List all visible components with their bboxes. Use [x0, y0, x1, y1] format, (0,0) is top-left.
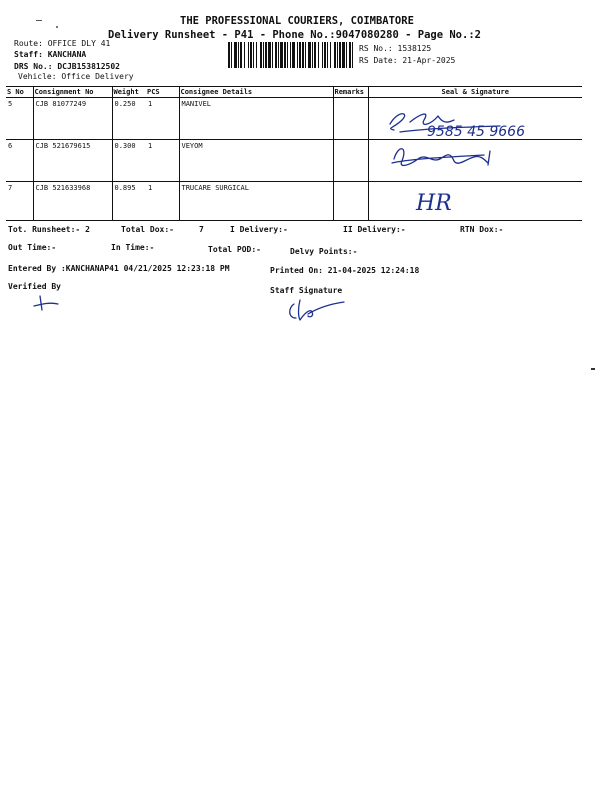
cell-consignee: VEYOM: [179, 140, 333, 182]
col-header-consignee: Consignee Details: [179, 87, 333, 98]
cell-pcs: 1: [146, 182, 179, 221]
scan-speck: [591, 368, 595, 370]
barcode-bar: [272, 42, 273, 68]
barcode-bar: [318, 42, 319, 68]
staff-signature-label: Staff Signature: [270, 286, 343, 295]
col-header-weight: Weight: [112, 87, 146, 98]
col-header-signature: Seal & Signature: [368, 87, 582, 98]
handwritten-signature-row7: [412, 186, 472, 218]
barcode-bar: [297, 42, 298, 68]
cell-weight: 0.250: [112, 98, 146, 140]
barcode-bar: [284, 42, 286, 68]
barcode-bar: [290, 42, 291, 68]
barcode-bar: [312, 42, 313, 68]
barcode-bar: [342, 42, 345, 68]
barcode-bar: [327, 42, 328, 68]
col-header-consignment: Consignment No: [33, 87, 112, 98]
in-time: In Time:-: [111, 243, 155, 252]
barcode-bar: [339, 42, 341, 68]
barcode-bar: [278, 42, 279, 68]
barcode-bar: [256, 42, 257, 68]
scan-speck: [56, 26, 58, 28]
cell-remarks: [333, 182, 368, 221]
ii-delivery: II Delivery:-: [343, 225, 406, 234]
cell-consignment: CJB 521679615: [33, 140, 112, 182]
cell-consignment: CJB 521633968: [33, 182, 112, 221]
barcode-bar: [260, 42, 262, 68]
cell-remarks: [333, 140, 368, 182]
barcode-bar: [308, 42, 311, 68]
i-delivery: I Delivery:-: [230, 225, 288, 234]
verified-by-signature: [32, 294, 62, 314]
table-row: [6, 182, 582, 221]
handwritten-signature-row5: [380, 102, 555, 142]
cell-weight: 0.300: [112, 140, 146, 182]
total-dox-label: Total Dox:-: [121, 225, 174, 234]
drs-number: DRS No.: DCJB153812502: [14, 62, 120, 71]
cell-pcs: 1: [146, 98, 179, 140]
barcode-bar: [265, 42, 267, 68]
col-header-sno: S No: [6, 87, 33, 98]
cell-weight: 0.895: [112, 182, 146, 221]
staff-signature-mark: [284, 296, 348, 324]
barcode-bar: [334, 42, 336, 68]
barcode-bar: [314, 42, 316, 68]
cell-sno: 7: [6, 182, 33, 221]
cell-sno: 5: [6, 98, 33, 140]
entered-by: Entered By :KANCHANAP41 04/21/2025 12:23:18 PM: [8, 264, 230, 273]
barcode-bar: [231, 42, 232, 68]
barcode-bar: [324, 42, 326, 68]
cell-consignment: CJB 81077249: [33, 98, 112, 140]
total-dox-value: 7: [199, 225, 204, 234]
rtn-dox: RTN Dox:-: [460, 225, 504, 234]
scan-speck: [36, 20, 42, 21]
barcode-bar: [337, 42, 338, 68]
barcode-bar: [349, 42, 351, 68]
barcode-bar: [302, 42, 304, 68]
runsheet-subtitle: Delivery Runsheet - P41 - Phone No.:9047080280 - Page No.:2: [108, 29, 481, 41]
company-title: THE PROFESSIONAL COURIERS, COIMBATORE: [180, 15, 414, 27]
barcode-bar: [299, 42, 301, 68]
barcode-bar: [238, 42, 239, 68]
tot-runsheet: Tot. Runsheet:- 2: [8, 225, 90, 234]
barcode-bar: [268, 42, 271, 68]
barcode-bar: [322, 42, 323, 68]
total-pod: Total POD:-: [208, 245, 261, 254]
barcode-bar: [292, 42, 295, 68]
col-header-pcs: PCS: [146, 87, 179, 98]
handwritten-phone: 9585 45 9666: [427, 124, 525, 140]
barcode-bar: [352, 42, 353, 68]
barcode-bar: [228, 42, 230, 68]
barcode-bar: [240, 42, 242, 68]
cell-remarks: [333, 98, 368, 140]
barcode-image: [228, 42, 354, 68]
printed-on: Printed On: 21-04-2025 12:24:18: [270, 266, 420, 275]
cell-consignee: MANIVEL: [179, 98, 333, 140]
staff-label: Staff: KANCHANA: [14, 50, 87, 59]
table-header-row: [6, 87, 582, 98]
barcode-bar: [346, 42, 347, 68]
barcode-bar: [280, 42, 283, 68]
col-header-remarks: Remarks: [333, 87, 368, 98]
barcode-bar: [234, 42, 237, 68]
barcode-bar: [253, 42, 254, 68]
rs-date: RS Date: 21-Apr-2025: [359, 56, 456, 65]
handwritten-signature-row6: [388, 141, 498, 173]
cell-pcs: 1: [146, 140, 179, 182]
verified-by-label: Verified By: [8, 282, 61, 291]
barcode-bar: [287, 42, 288, 68]
barcode-bar: [244, 42, 245, 68]
cell-signature: [368, 182, 582, 221]
barcode-bar: [248, 42, 249, 68]
handwritten-initials: HR: [416, 191, 452, 216]
barcode-bar: [305, 42, 306, 68]
cell-consignee: TRUCARE SURGICAL: [179, 182, 333, 221]
barcode-bar: [263, 42, 264, 68]
cell-sno: 6: [6, 140, 33, 182]
vehicle-label: Vehicle: Office Delivery: [18, 72, 134, 81]
barcode-bar: [275, 42, 277, 68]
barcode-bar: [250, 42, 252, 68]
delvy-points: Delvy Points:-: [290, 247, 358, 256]
out-time: Out Time:-: [8, 243, 57, 252]
rs-number: RS No.: 1538125: [359, 44, 432, 53]
route-label: Route: OFFICE DLY 41: [14, 39, 111, 48]
barcode-bar: [330, 42, 331, 68]
